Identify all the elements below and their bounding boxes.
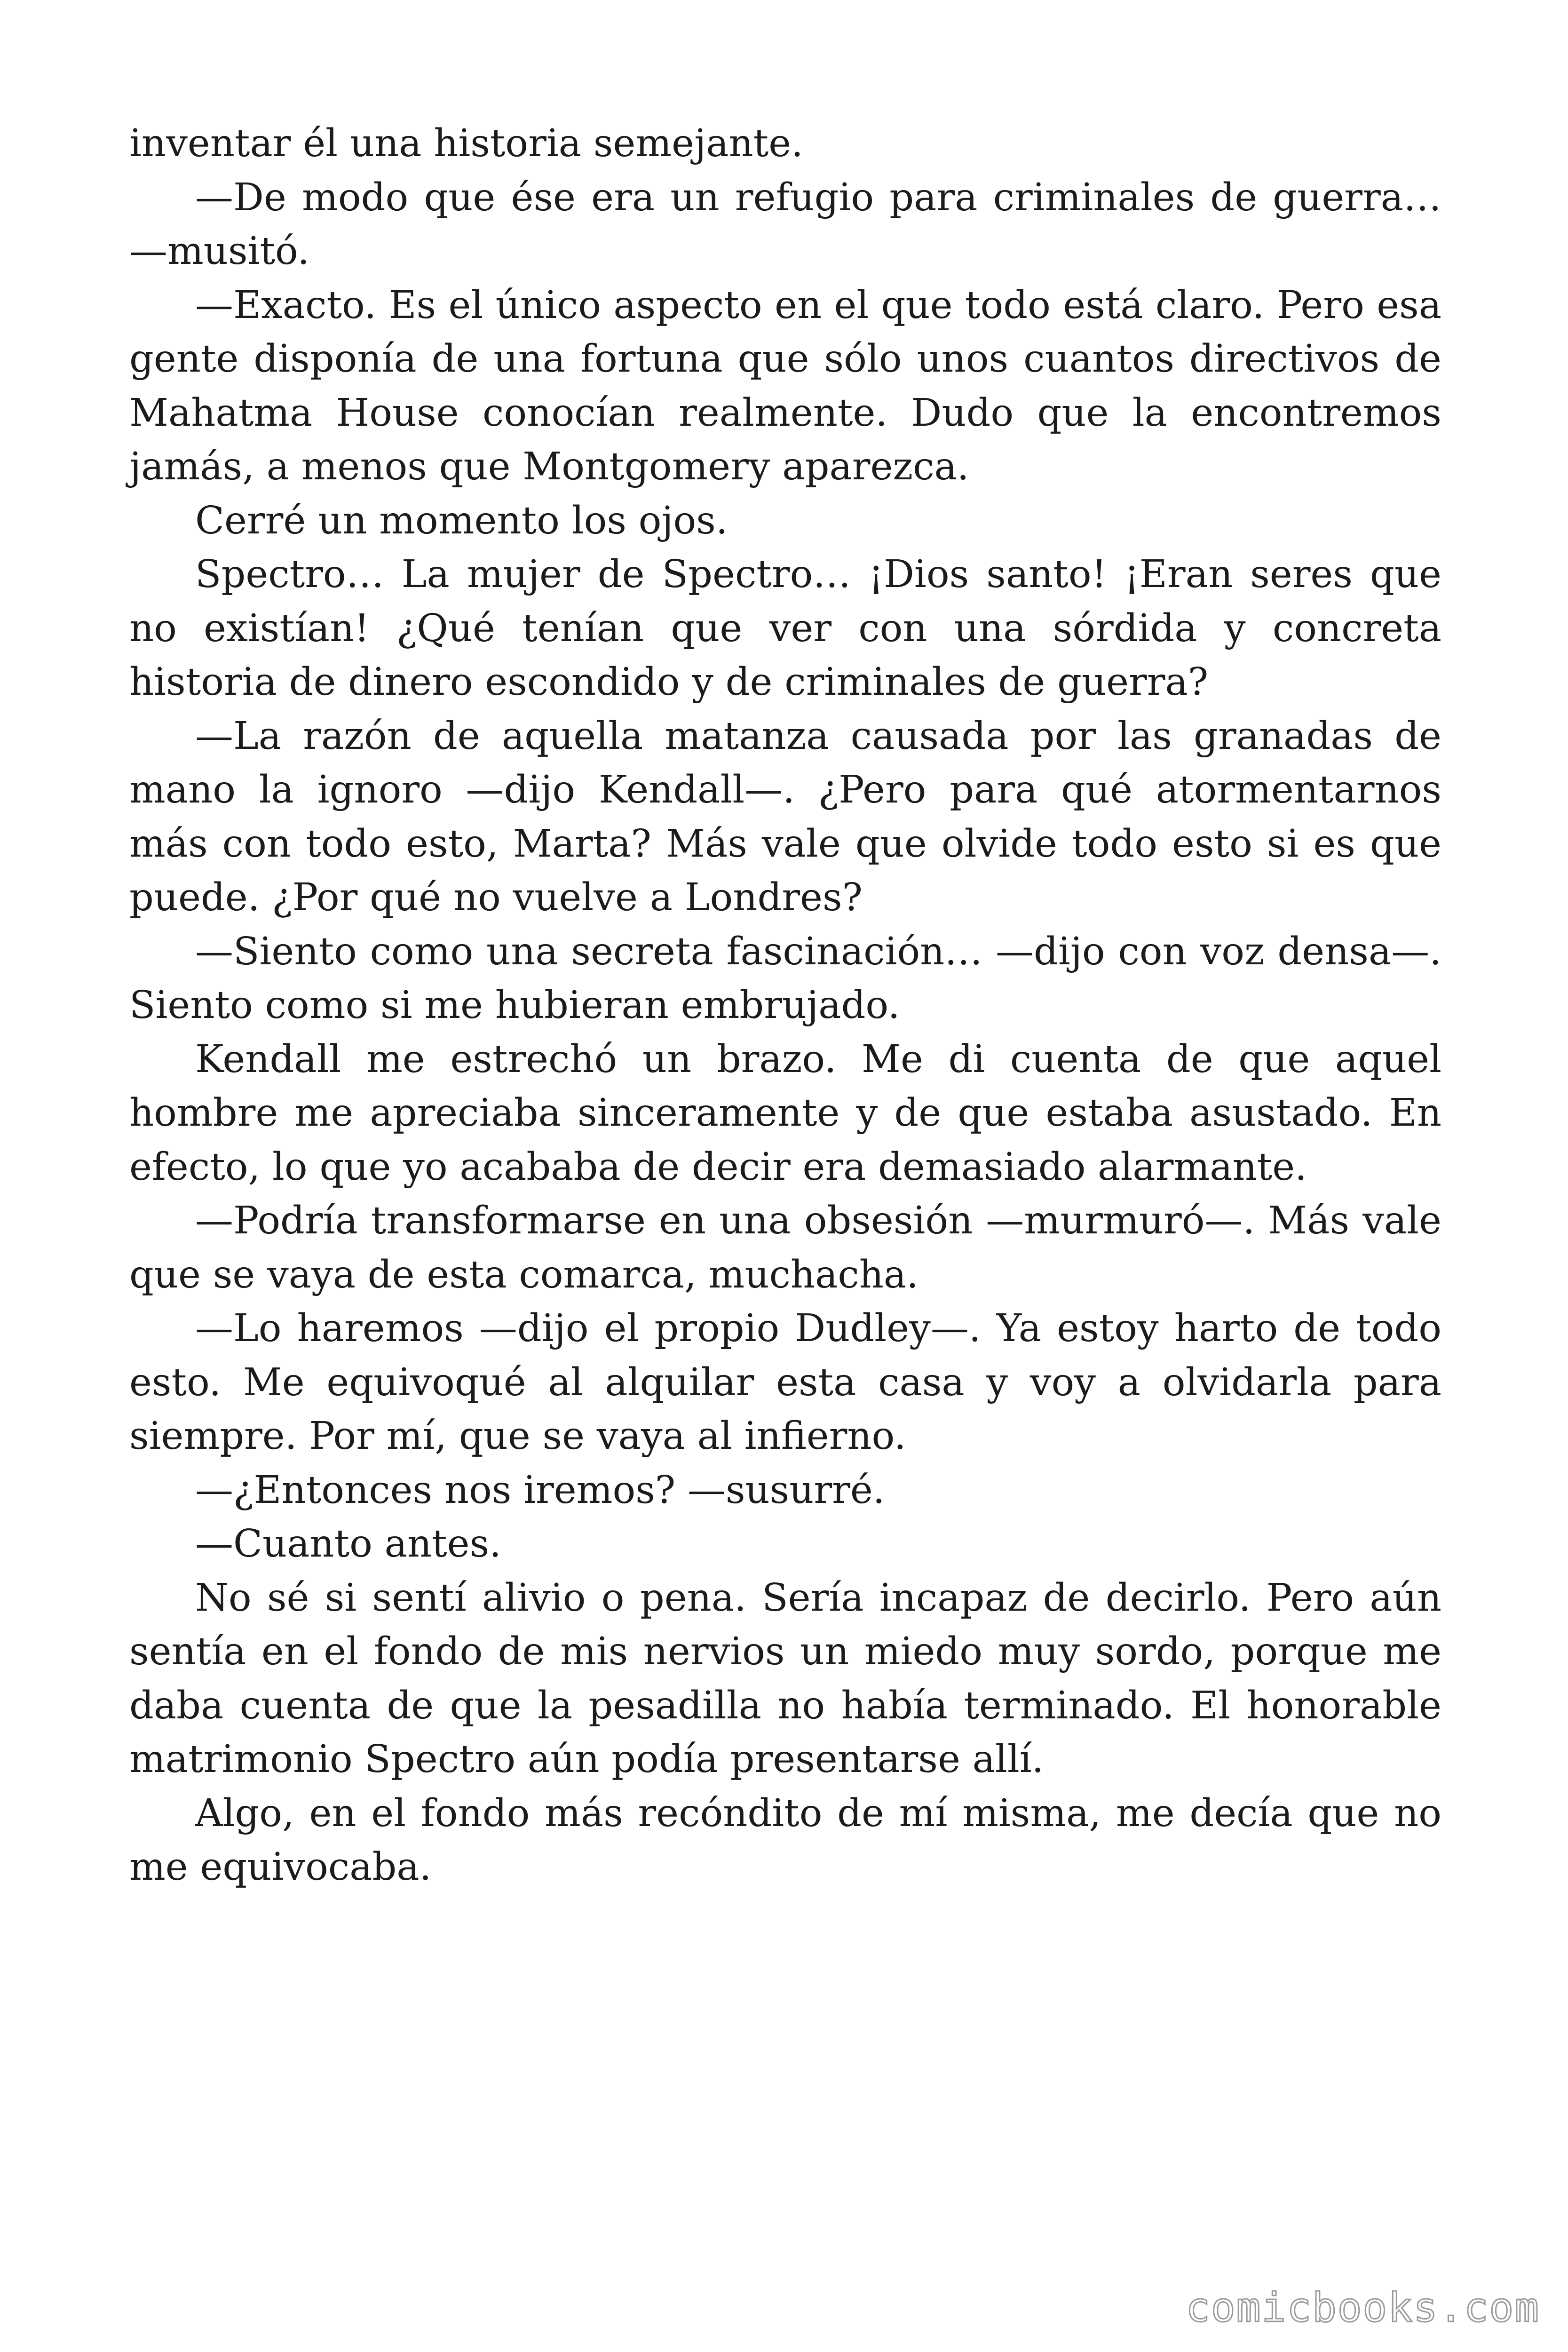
paragraph: —Lo haremos —dijo el propio Dudley—. Ya estoy harto de todo esto. Me equivoqué al alquilar esta casa y voy a olvidarla para siempre. Por mí, que se vaya al infierno. bbox=[129, 1306, 1441, 1458]
paragraph: Spectro… La mujer de Spectro… ¡Dios santo! ¡Eran seres que no existían! ¿Qué tenían que ver con una sórdida y concreta historia de dinero escondido y de criminales de guerra? bbox=[129, 552, 1441, 704]
paragraph: inventar él una historia semejante. bbox=[129, 121, 803, 166]
paragraph: —De modo que ése era un refugio para criminales de guerra… —musitó. bbox=[129, 175, 1441, 273]
paragraph: —La razón de aquella matanza causada por las granadas de mano la ignoro —dijo Kendall—. ¿Pero para qué atormentarnos más con todo esto, Marta? Más vale que olvide todo esto si es que puede. ¿Por qué no vuelve a Londres? bbox=[129, 714, 1441, 920]
paragraph: —Exacto. Es el único aspecto en el que todo está claro. Pero esa gente disponía de una fortuna que sólo unos cuantos directivos de Mahatma House conocían realmente. Dudo que la encontremos jamás, a menos que Montgomery aparezca. bbox=[129, 283, 1441, 489]
watermark: comicbooks.com bbox=[1186, 2284, 1540, 2331]
paragraph: —Podría transformarse en una obsesión —murmuró—. Más vale que se vaya de esta comarca, muchacha. bbox=[129, 1199, 1441, 1297]
paragraph: Kendall me estrechó un brazo. Me di cuenta de que aquel hombre me apreciaba sinceramente y de que estaba asustado. En efecto, lo que yo acababa de decir era demasiado alarmante. bbox=[129, 1037, 1441, 1189]
page-body-text bbox=[129, 117, 1441, 1894]
paragraph: Algo, en el fondo más recóndito de mí misma, me decía que no me equivocaba. bbox=[129, 1791, 1441, 1889]
paragraph: —¿Entonces nos iremos? —susurré. bbox=[195, 1468, 885, 1512]
paragraph: —Cuanto antes. bbox=[195, 1522, 501, 1566]
paragraph: —Siento como una secreta fascinación… —dijo con voz densa—. Siento como si me hubieran embrujado. bbox=[129, 929, 1441, 1027]
paragraph: Cerré un momento los ojos. bbox=[195, 498, 728, 543]
paragraph: No sé si sentí alivio o pena. Sería incapaz de decirlo. Pero aún sentía en el fondo de mis nervios un miedo muy sordo, porque me daba cuenta de que la pesadilla no había terminado. El honorable matrimonio Spectro aún podía presentarse allí. bbox=[129, 1575, 1441, 1781]
